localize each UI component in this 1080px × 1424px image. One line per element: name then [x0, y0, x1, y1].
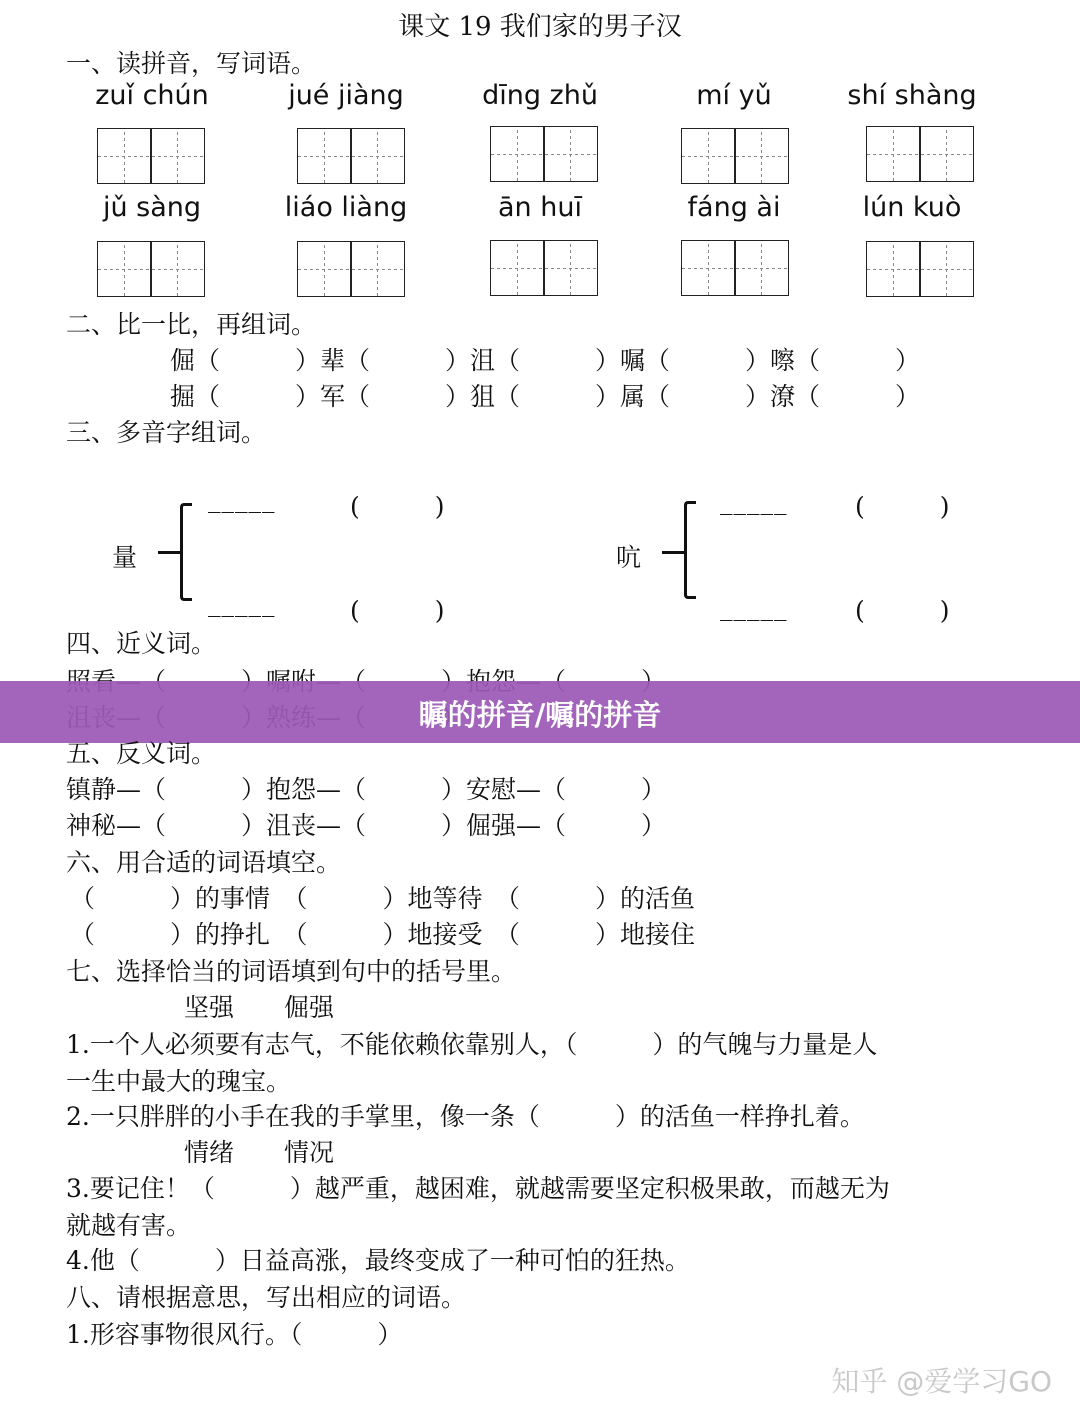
watermark: 知乎 @爱学习GO	[831, 1365, 1052, 1398]
word-choices-1: 坚强 倔强	[184, 993, 335, 1022]
question-3a: 3.要记住！（ ）越严重，越困难，就越需要坚定积极果敢，而越无为	[66, 1174, 890, 1203]
compare-line-1: 倔（ ）辈（ ）沮（ ）嘱（ ）嚓（ ）	[170, 346, 921, 375]
section-5-heading: 五、反义词。	[66, 739, 217, 768]
question-2: 2.一只胖胖的小手在我的手掌里，像一条（ ）的活鱼一样挣扎着。	[66, 1102, 865, 1131]
blank-line: _____	[208, 588, 276, 617]
question-4: 4.他（ ）日益高涨，最终变成了一种可怕的狂热。	[66, 1246, 690, 1275]
pinyin-4: mí yǔ	[696, 80, 772, 111]
answer-paren: ( )	[350, 596, 445, 625]
page-title: 课文 19 我们家的男子汉	[398, 12, 682, 42]
antonym-line-2: 神秘—（ ）沮丧—（ ）倔强—（ ）	[66, 811, 667, 840]
blank-line: _____	[208, 484, 276, 513]
compare-line-2: 掘（ ）军（ ）狙（ ）属（ ）潦（ ）	[170, 382, 921, 411]
section-8-heading: 八、请根据意思，写出相应的词语。	[66, 1283, 467, 1312]
fill-line-2: （ ）的挣扎 （ ）地接受 （ ）地接住	[70, 920, 696, 949]
pinyin-10: lún kuò	[862, 192, 962, 223]
fill-line-1: （ ）的事情 （ ）地等待 （ ）的活鱼	[70, 884, 696, 913]
answer-paren: ( )	[855, 596, 950, 625]
polyphone-char-right: 吭	[616, 543, 642, 572]
writing-grid[interactable]	[297, 128, 405, 184]
pinyin-9: fáng ài	[687, 192, 781, 223]
brace	[180, 503, 192, 601]
writing-grid[interactable]	[97, 241, 205, 297]
writing-grid[interactable]	[490, 240, 598, 296]
blank-line: _____	[720, 592, 788, 621]
question-1b: 一生中最大的瑰宝。	[66, 1067, 292, 1096]
brace	[684, 501, 696, 599]
section-1-heading: 一、读拼音，写词语。	[66, 49, 317, 78]
pinyin-2: jué jiàng	[288, 80, 404, 111]
antonym-line-1: 镇静—（ ）抱怨—（ ）安慰—（ ）	[66, 775, 667, 804]
answer-paren: ( )	[855, 492, 950, 521]
writing-grid[interactable]	[297, 241, 405, 297]
pinyin-8: ān huī	[498, 192, 582, 223]
writing-grid[interactable]	[97, 128, 205, 184]
answer-paren: ( )	[350, 492, 445, 521]
pinyin-3: dīng zhǔ	[482, 80, 598, 111]
polyphone-char-left: 量	[112, 543, 138, 572]
writing-grid[interactable]	[490, 126, 598, 182]
question-8-1: 1.形容事物很风行。（ ）	[66, 1320, 403, 1349]
section-2-heading: 二、比一比，再组词。	[66, 310, 317, 339]
question-3b: 就越有害。	[66, 1211, 192, 1240]
pinyin-6: jǔ sàng	[102, 192, 202, 223]
pinyin-5: shí shàng	[847, 80, 977, 111]
writing-grid[interactable]	[866, 126, 974, 182]
section-4-heading: 四、近义词。	[66, 629, 217, 658]
pinyin-7: liáo liàng	[284, 192, 408, 223]
writing-grid[interactable]	[681, 240, 789, 296]
section-6-heading: 六、用合适的词语填空。	[66, 848, 342, 877]
section-7-heading: 七、选择恰当的词语填到句中的括号里。	[66, 957, 517, 986]
writing-grid[interactable]	[866, 241, 974, 297]
word-choices-2: 情绪 情况	[184, 1138, 335, 1167]
brace-stub	[662, 551, 686, 554]
question-1a: 1.一个人必须要有志气，不能依赖依靠别人，（ ）的气魄与力量是人	[66, 1030, 878, 1059]
brace-stub	[158, 551, 182, 554]
section-3-heading: 三、多音字组词。	[66, 418, 267, 447]
blank-line: _____	[720, 486, 788, 515]
banner-title: 瞩的拼音/嘱的拼音	[418, 698, 662, 732]
pinyin-1: zuǐ chún	[95, 80, 209, 111]
writing-grid[interactable]	[681, 128, 789, 184]
